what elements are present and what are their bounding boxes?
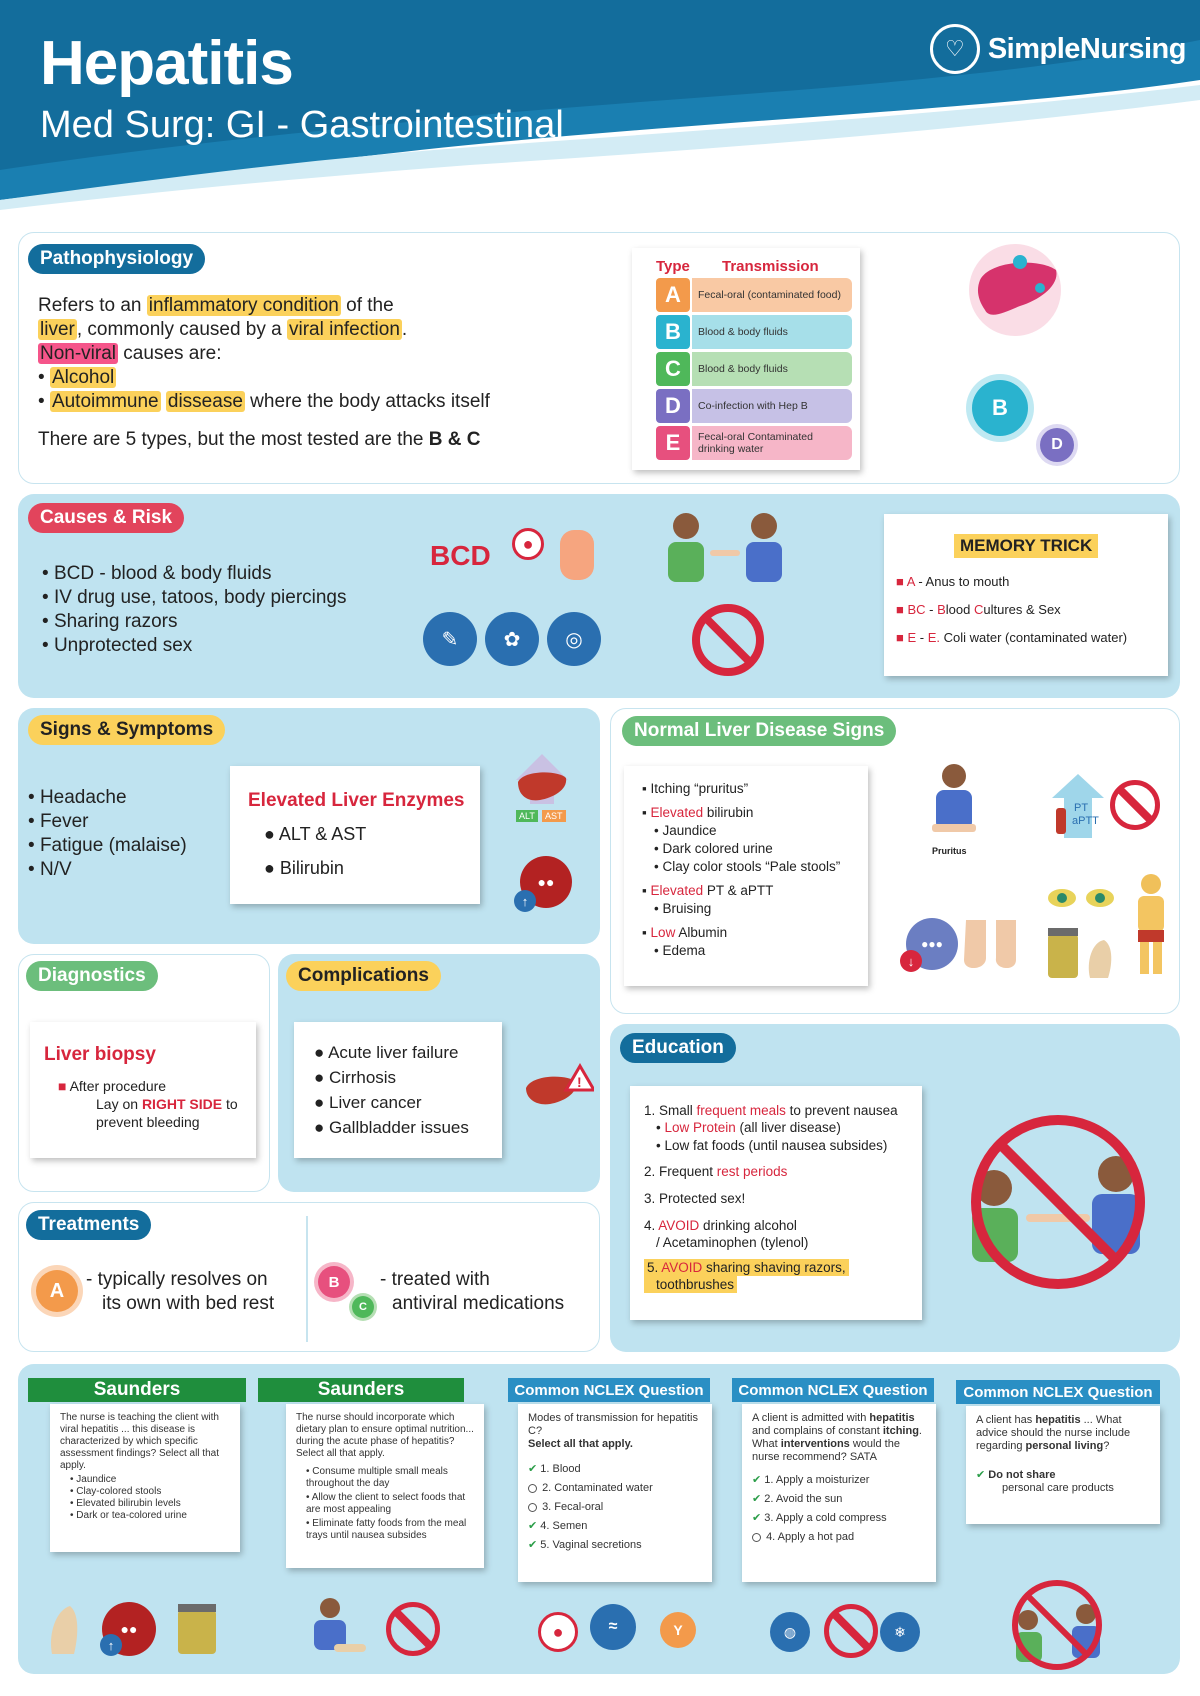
transmission-desc: Co-infection with Hep B bbox=[692, 389, 852, 423]
list-item: ● ALT & AST bbox=[264, 824, 367, 844]
stool-icon bbox=[46, 1602, 82, 1656]
check-icon: ✔ bbox=[528, 1520, 538, 1532]
normal-liver-label: Normal Liver Disease Signs bbox=[622, 716, 896, 746]
patho-text: . bbox=[401, 319, 408, 340]
liver-warning-icon bbox=[522, 1062, 594, 1122]
saunders-card-1 bbox=[50, 1404, 240, 1552]
page-title: Hepatitis bbox=[40, 29, 293, 98]
answer-option bbox=[976, 1469, 1150, 1482]
education-item-3: 3. Protected sex! bbox=[644, 1191, 746, 1206]
question-instruction: Select all that apply. bbox=[528, 1438, 633, 1450]
answer-option bbox=[528, 1520, 702, 1533]
answer-bold: Do not share bbox=[988, 1469, 1056, 1481]
answer-option bbox=[752, 1474, 926, 1487]
diagnostics-title: Liver biopsy bbox=[44, 1044, 156, 1065]
nclex-header-2: Common NCLEX Question bbox=[732, 1378, 934, 1402]
education-text: drinking alcohol bbox=[699, 1218, 797, 1233]
brand-name: SimpleNursing bbox=[987, 32, 1186, 65]
sign-text: Albumin bbox=[675, 925, 728, 940]
list-item: ▪ Low Albumin bbox=[642, 925, 728, 940]
no-sun-icon bbox=[824, 1604, 878, 1658]
list-item: • Jaundice bbox=[70, 1474, 117, 1485]
patho-line-3 bbox=[38, 342, 222, 366]
divider bbox=[306, 1216, 308, 1342]
virus-d-icon: D bbox=[1040, 428, 1074, 462]
education-text: sharing shaving razors, bbox=[702, 1260, 846, 1275]
patho-line-1 bbox=[38, 294, 394, 318]
header-banner bbox=[0, 0, 1200, 215]
nclex-card-2 bbox=[742, 1404, 936, 1582]
memory-item-bc: ■ BC - Blood Cultures & Sex bbox=[896, 602, 1061, 617]
complication-text: Cirrhosis bbox=[329, 1068, 397, 1087]
education-text: Low fat foods (until nausea subsides) bbox=[664, 1138, 888, 1153]
tattoo-icon: ✿ bbox=[485, 612, 539, 666]
list-subitem: • Clay color stools “Pale stools” bbox=[654, 859, 841, 874]
answer-option bbox=[752, 1493, 926, 1506]
scratching-person-icon bbox=[928, 762, 980, 846]
memory-trick-title: MEMORY TRICK bbox=[954, 534, 1098, 558]
virus-b-icon: B bbox=[972, 380, 1028, 436]
treatment-a-line-1: - typically resolves on bbox=[86, 1269, 268, 1290]
memory-trick-card bbox=[884, 514, 1168, 676]
jaundiced-eyes-icon bbox=[1046, 886, 1116, 910]
patho-text: Refers to an bbox=[38, 295, 147, 316]
list-item: ● Bilirubin bbox=[264, 858, 344, 878]
memory-text: Coli water (contaminated water) bbox=[940, 630, 1128, 645]
transmission-desc: Fecal-oral Contaminated drinking water bbox=[692, 426, 852, 460]
symptom-text: Fever bbox=[39, 811, 89, 832]
symptom-text: Fatigue (malaise) bbox=[39, 835, 187, 856]
symptom-text: N/V bbox=[39, 859, 72, 880]
sign-sub: Jaundice bbox=[662, 823, 717, 838]
type-letter: C bbox=[656, 352, 690, 386]
patho-highlight: liver bbox=[40, 319, 75, 340]
patho-line-2 bbox=[38, 318, 407, 342]
table-row bbox=[656, 278, 852, 312]
memory-letter: E. bbox=[927, 630, 940, 645]
low-albumin-icon: ●●● bbox=[906, 918, 958, 970]
complication-text: Acute liver failure bbox=[328, 1043, 459, 1062]
patho-text: There are 5 types, but the most tested are the bbox=[38, 429, 429, 450]
treatment-bc-line-1: - treated with bbox=[380, 1269, 490, 1290]
signs-label: Signs & Symptoms bbox=[28, 715, 225, 745]
list-item: • Consume multiple small meals throughout the day bbox=[306, 1466, 448, 1489]
virus-c-icon: C bbox=[352, 1296, 374, 1318]
patho-highlight: Autoimmune bbox=[51, 391, 159, 412]
body-figure-icon bbox=[560, 530, 594, 580]
cause-text: Sharing razors bbox=[53, 611, 178, 632]
diagnostics-bullet: ■ After procedure bbox=[58, 1078, 167, 1094]
nclex-header-3: Common NCLEX Question bbox=[956, 1380, 1160, 1404]
education-red: rest periods bbox=[716, 1164, 788, 1179]
moisturizer-icon: ◍ bbox=[770, 1612, 810, 1652]
bcd-label: BCD bbox=[430, 540, 491, 571]
education-subitem: • Low Protein (all liver disease) bbox=[656, 1120, 841, 1135]
infected-liver-icon bbox=[960, 240, 1070, 340]
enzyme-text: ALT & AST bbox=[278, 824, 367, 844]
urine-stool-icon bbox=[1046, 926, 1118, 982]
option-text: Clay-colored stools bbox=[76, 1486, 162, 1497]
page-subtitle: Med Surg: GI - Gastrointestinal bbox=[40, 104, 564, 146]
patho-bullet-2: • Autoimmune dissease where the body attacks itself bbox=[38, 391, 490, 412]
option-text: 3. Apply a cold compress bbox=[764, 1512, 887, 1524]
enzymes-title: Elevated Liver Enzymes bbox=[248, 790, 465, 811]
list-item: ▪ Elevated PT & aPTT bbox=[642, 883, 774, 898]
normal-liver-card bbox=[624, 766, 868, 986]
cause-text: BCD - blood & body fluids bbox=[53, 563, 272, 584]
alt-badge: ALT bbox=[516, 810, 538, 822]
svg-text:!: ! bbox=[577, 1074, 582, 1090]
signs-list bbox=[28, 786, 187, 882]
patho-highlight: dissease bbox=[167, 391, 243, 412]
list-subitem: • Dark colored urine bbox=[654, 841, 773, 856]
eating-person-icon bbox=[308, 1596, 368, 1660]
patho-highlight: inflammatory condition bbox=[148, 295, 339, 316]
aptt-label: aPTT bbox=[1072, 815, 1099, 827]
option-text: 4. Semen bbox=[540, 1520, 588, 1532]
option-text: Jaundice bbox=[76, 1474, 117, 1485]
blood-cells-icon: ●● bbox=[520, 856, 572, 908]
education-text: 4. bbox=[644, 1218, 659, 1233]
list-subitem: • Edema bbox=[654, 943, 706, 958]
table-row bbox=[656, 389, 852, 423]
sign-text: bilirubin bbox=[703, 805, 754, 820]
sharing-razor-people-icon bbox=[660, 510, 790, 588]
diagnostics-text: After procedure bbox=[69, 1078, 167, 1094]
check-icon: ✔ bbox=[752, 1474, 762, 1486]
no-unprotected-sex-icon bbox=[692, 604, 764, 676]
option-text: Elevated bilirubin levels bbox=[76, 1498, 181, 1509]
causes-list bbox=[42, 562, 347, 658]
sign-red: Elevated bbox=[650, 883, 704, 898]
education-card bbox=[630, 1086, 922, 1320]
complication-text: Gallbladder issues bbox=[329, 1118, 469, 1137]
empty-circle-icon bbox=[528, 1484, 537, 1493]
reproductive-icon: Y bbox=[660, 1612, 696, 1648]
answer-option bbox=[528, 1539, 702, 1552]
list-subitem: • Jaundice bbox=[654, 823, 717, 838]
no-sharing-razors-icon bbox=[966, 1110, 1150, 1294]
diagnostics-label: Diagnostics bbox=[26, 961, 158, 991]
cause-text: IV drug use, tatoos, body piercings bbox=[53, 587, 347, 608]
sign-sub: Bruising bbox=[662, 901, 712, 916]
option-text: 1. Blood bbox=[540, 1463, 581, 1475]
education-item-1 bbox=[644, 1102, 922, 1119]
answer-option bbox=[752, 1512, 926, 1525]
symptom-text: Headache bbox=[39, 787, 127, 808]
education-item-4-line-2: / Acetaminophen (tylenol) bbox=[656, 1235, 809, 1250]
stem-text: ? bbox=[1103, 1440, 1110, 1452]
sign-sub: Clay color stools “Pale stools” bbox=[662, 859, 841, 874]
type-letter: D bbox=[656, 389, 690, 423]
enzyme-text: Bilirubin bbox=[279, 858, 344, 878]
transmission-column-header: Transmission bbox=[722, 258, 819, 275]
saunders-header-2: Saunders bbox=[258, 1378, 464, 1402]
brand bbox=[930, 24, 1186, 74]
memory-item-a: ■ A - Anus to mouth bbox=[896, 574, 1010, 589]
stem-text: would the nurse recommend? SATA bbox=[752, 1438, 900, 1463]
list-item: ▪ Itching “pruritus” bbox=[642, 781, 749, 796]
stem-text: ... What advice should the nurse include regarding bbox=[976, 1414, 1131, 1452]
memory-text: - Anus to mouth bbox=[914, 574, 1010, 589]
education-text: 2. Frequent bbox=[644, 1164, 717, 1179]
pathophysiology-label: Pathophysiology bbox=[28, 244, 205, 274]
stethoscope-heart-icon: ♡ bbox=[930, 24, 980, 74]
stem-text: A client is admitted with bbox=[752, 1412, 870, 1424]
answer-option bbox=[528, 1501, 702, 1514]
pruritus-caption: Pruritus bbox=[932, 846, 967, 856]
sign-text: Itching “pruritus” bbox=[650, 781, 749, 796]
diagnostics-line-2 bbox=[96, 1096, 238, 1112]
patho-bullet-1: • Alcohol bbox=[38, 367, 115, 388]
type-letter: E bbox=[656, 426, 690, 460]
education-text: (all liver disease) bbox=[735, 1120, 841, 1135]
treatment-bc-line-2: antiviral medications bbox=[392, 1293, 565, 1314]
stem-bold: hepatitis bbox=[869, 1412, 915, 1424]
diagnostics-red: RIGHT SIDE bbox=[141, 1096, 223, 1112]
sign-red: Elevated bbox=[650, 805, 704, 820]
memory-letter: BC bbox=[907, 602, 926, 617]
iv-drug-icon: ✎ bbox=[423, 612, 477, 666]
blood-drop-icon: ● bbox=[538, 1612, 578, 1652]
table-row bbox=[656, 352, 852, 386]
memory-letter: A bbox=[906, 574, 915, 589]
patho-highlight-pink: Non-viral bbox=[40, 343, 117, 364]
saunders-card-2 bbox=[286, 1404, 484, 1568]
list-item: • IV drug use, tatoos, body piercings bbox=[42, 587, 347, 608]
patho-types-line bbox=[38, 428, 481, 452]
list-item: • N/V bbox=[28, 859, 72, 880]
option-text: Eliminate fatty foods from the meal trays until nausea subsides bbox=[306, 1518, 467, 1541]
memory-text: lood bbox=[945, 602, 974, 617]
education-label: Education bbox=[620, 1033, 736, 1063]
education-item-5 bbox=[644, 1259, 849, 1276]
type-letter: A bbox=[656, 278, 690, 312]
patho-text: causes are: bbox=[118, 343, 222, 364]
transmission-desc: Blood & body fluids bbox=[692, 352, 852, 386]
question-stem: The nurse is teaching the client with viral hepatitis ... this disease is characterized by which specific assessment findings? Select all that apply. bbox=[60, 1412, 219, 1471]
causes-label: Causes & Risk bbox=[28, 503, 184, 533]
patho-highlight: Alcohol bbox=[51, 367, 115, 388]
option-text: Dark or tea-colored urine bbox=[76, 1510, 187, 1521]
sign-red: Low bbox=[650, 925, 676, 940]
education-subitem: • Low fat foods (until nausea subsides) bbox=[656, 1138, 888, 1153]
check-icon: ✔ bbox=[528, 1463, 538, 1475]
sign-sub: Edema bbox=[662, 943, 706, 958]
arrow-down-icon: ↓ bbox=[900, 950, 922, 972]
stem-text: and complains of constant bbox=[752, 1425, 883, 1437]
list-item: • Unprotected sex bbox=[42, 635, 193, 656]
diagnostics-text: Lay on bbox=[96, 1096, 142, 1112]
list-item: ● Acute liver failure bbox=[314, 1043, 459, 1062]
list-item: • Elevated bilirubin levels bbox=[70, 1498, 181, 1509]
question-stem bbox=[976, 1414, 1150, 1453]
cause-text: Unprotected sex bbox=[53, 635, 193, 656]
patho-bold: B & C bbox=[428, 429, 481, 450]
treatments-label: Treatments bbox=[26, 1210, 151, 1240]
arrow-up-icon: ↑ bbox=[514, 890, 536, 912]
memory-letter: B bbox=[937, 602, 946, 617]
complications-label: Complications bbox=[286, 961, 441, 991]
saunders-header-1: Saunders bbox=[28, 1378, 246, 1402]
water-icon: ≈ bbox=[590, 1604, 636, 1650]
education-item-4 bbox=[644, 1217, 922, 1234]
option-text: Allow the client to select foods that are most appealing bbox=[306, 1492, 466, 1515]
table-row bbox=[656, 315, 852, 349]
education-red: Low Protein bbox=[664, 1120, 736, 1135]
type-letter: B bbox=[656, 315, 690, 349]
patho-text: where the body attacks itself bbox=[244, 391, 490, 412]
diagnostics-card bbox=[30, 1022, 256, 1158]
table-row bbox=[656, 426, 852, 460]
nclex-card-3 bbox=[966, 1406, 1160, 1524]
empty-circle-icon bbox=[528, 1503, 537, 1512]
treatment-a-line-2: its own with bed rest bbox=[102, 1293, 275, 1314]
memory-text: - bbox=[916, 630, 928, 645]
list-item: • Allow the client to select foods that are most appealing bbox=[306, 1492, 466, 1515]
option-text: 4. Apply a hot pad bbox=[766, 1531, 855, 1543]
stem-bold: itching bbox=[882, 1425, 919, 1437]
pt-label: PT bbox=[1074, 802, 1089, 814]
answer-option bbox=[752, 1531, 926, 1544]
answer-line-2: personal care products bbox=[1002, 1482, 1114, 1494]
option-text: 1. Apply a moisturizer bbox=[764, 1474, 870, 1486]
education-red: AVOID bbox=[661, 1260, 703, 1275]
sign-text: PT & aPTT bbox=[703, 883, 774, 898]
education-item-2 bbox=[644, 1163, 922, 1180]
check-icon: ✔ bbox=[752, 1512, 762, 1524]
education-item-5-line-2: toothbrushes bbox=[644, 1276, 737, 1293]
education-text: 5. bbox=[647, 1260, 662, 1275]
complication-text: Liver cancer bbox=[329, 1093, 422, 1112]
jaundiced-person-icon bbox=[1126, 872, 1176, 976]
education-text: to prevent nausea bbox=[785, 1103, 898, 1118]
empty-circle-icon bbox=[752, 1533, 761, 1542]
stem-text: . What bbox=[752, 1425, 922, 1450]
option-text: Consume multiple small meals throughout the day bbox=[306, 1466, 448, 1489]
nclex-card-1 bbox=[518, 1404, 712, 1582]
urine-cup-icon bbox=[176, 1602, 218, 1656]
option-text: 3. Fecal-oral bbox=[542, 1501, 604, 1513]
stem-bold: interventions bbox=[780, 1438, 850, 1450]
patho-text: of the bbox=[340, 295, 394, 316]
option-list bbox=[60, 1474, 230, 1522]
patho-highlight: viral infection bbox=[289, 319, 400, 340]
no-fatty-food-icon bbox=[386, 1602, 440, 1656]
stem-bold: hepatitis bbox=[1035, 1414, 1081, 1426]
list-item: • Fever bbox=[28, 811, 89, 832]
list-item: ● Cirrhosis bbox=[314, 1068, 397, 1087]
education-red: AVOID bbox=[658, 1218, 700, 1233]
diagnostics-text: to bbox=[222, 1096, 238, 1112]
option-text: 5. Vaginal secretions bbox=[540, 1539, 642, 1551]
education-text: 1. Small bbox=[644, 1103, 697, 1118]
no-bruising-icon bbox=[1110, 780, 1160, 830]
transmission-table bbox=[632, 248, 860, 470]
answer-option bbox=[528, 1482, 702, 1495]
type-column-header: Type bbox=[656, 258, 690, 275]
nclex-header-1: Common NCLEX Question bbox=[508, 1378, 710, 1402]
blood-cells-icon: ●● bbox=[102, 1602, 156, 1656]
list-item: • Headache bbox=[28, 787, 127, 808]
transmission-desc: Fecal-oral (contaminated food) bbox=[692, 278, 852, 312]
list-subitem: • Bruising bbox=[654, 901, 712, 916]
virus-a-icon: A bbox=[36, 1270, 78, 1312]
list-item: • Fatigue (malaise) bbox=[28, 835, 187, 856]
sign-sub: Dark colored urine bbox=[662, 841, 773, 856]
question-stem bbox=[752, 1412, 926, 1464]
list-item: ● Liver cancer bbox=[314, 1093, 422, 1112]
option-list bbox=[296, 1466, 474, 1542]
patho-text: , commonly caused by a bbox=[76, 319, 287, 340]
memory-item-e: ■ E - E. Coli water (contaminated water) bbox=[896, 630, 1128, 645]
cold-compress-icon: ❄ bbox=[880, 1612, 920, 1652]
list-item: • BCD - blood & body fluids bbox=[42, 563, 272, 584]
check-icon: ✔ bbox=[528, 1539, 538, 1551]
list-item: ● Gallbladder issues bbox=[314, 1118, 469, 1137]
stem-bold: personal living bbox=[1025, 1440, 1104, 1452]
liver-enzymes-card bbox=[230, 766, 480, 904]
stem-text: A client has bbox=[976, 1414, 1036, 1426]
check-icon: ✔ bbox=[752, 1493, 762, 1505]
list-item: • Clay-colored stools bbox=[70, 1486, 162, 1497]
transmission-desc: Blood & body fluids bbox=[692, 315, 852, 349]
option-text: 2. Contaminated water bbox=[542, 1482, 653, 1494]
memory-letter: C bbox=[973, 602, 984, 617]
option-text: 2. Avoid the sun bbox=[764, 1493, 843, 1505]
memory-text: - bbox=[925, 602, 938, 617]
question-stem: Modes of transmission for hepatitis C? bbox=[528, 1412, 698, 1437]
piercing-icon: ◎ bbox=[547, 612, 601, 666]
check-icon: ✔ bbox=[976, 1469, 986, 1481]
no-sharing-personal-items-icon bbox=[1010, 1578, 1104, 1672]
question-stem: The nurse should incorporate which dietary plan to ensure optimal nutrition... during the acute phase of hepatitis? Select all that apply. bbox=[296, 1412, 474, 1459]
memory-text: ultures & Sex bbox=[983, 602, 1061, 617]
memory-letter: E bbox=[907, 630, 917, 645]
list-item: • Dark or tea-colored urine bbox=[70, 1510, 187, 1521]
swollen-feet-icon bbox=[960, 918, 1024, 974]
ast-badge: AST bbox=[542, 810, 566, 822]
answer-option bbox=[528, 1463, 702, 1476]
list-item: • Sharing razors bbox=[42, 611, 178, 632]
complications-card bbox=[294, 1022, 502, 1158]
blood-drop-icon: ● bbox=[512, 528, 544, 560]
virus-b-icon: B bbox=[318, 1266, 350, 1298]
list-item: • Eliminate fatty foods from the meal trays until nausea subsides bbox=[306, 1518, 467, 1541]
education-red: frequent meals bbox=[696, 1103, 786, 1118]
arrow-up-icon: ↑ bbox=[100, 1634, 122, 1656]
list-item: ▪ Elevated bilirubin bbox=[642, 805, 754, 820]
diagnostics-line-3: prevent bleeding bbox=[96, 1114, 200, 1130]
